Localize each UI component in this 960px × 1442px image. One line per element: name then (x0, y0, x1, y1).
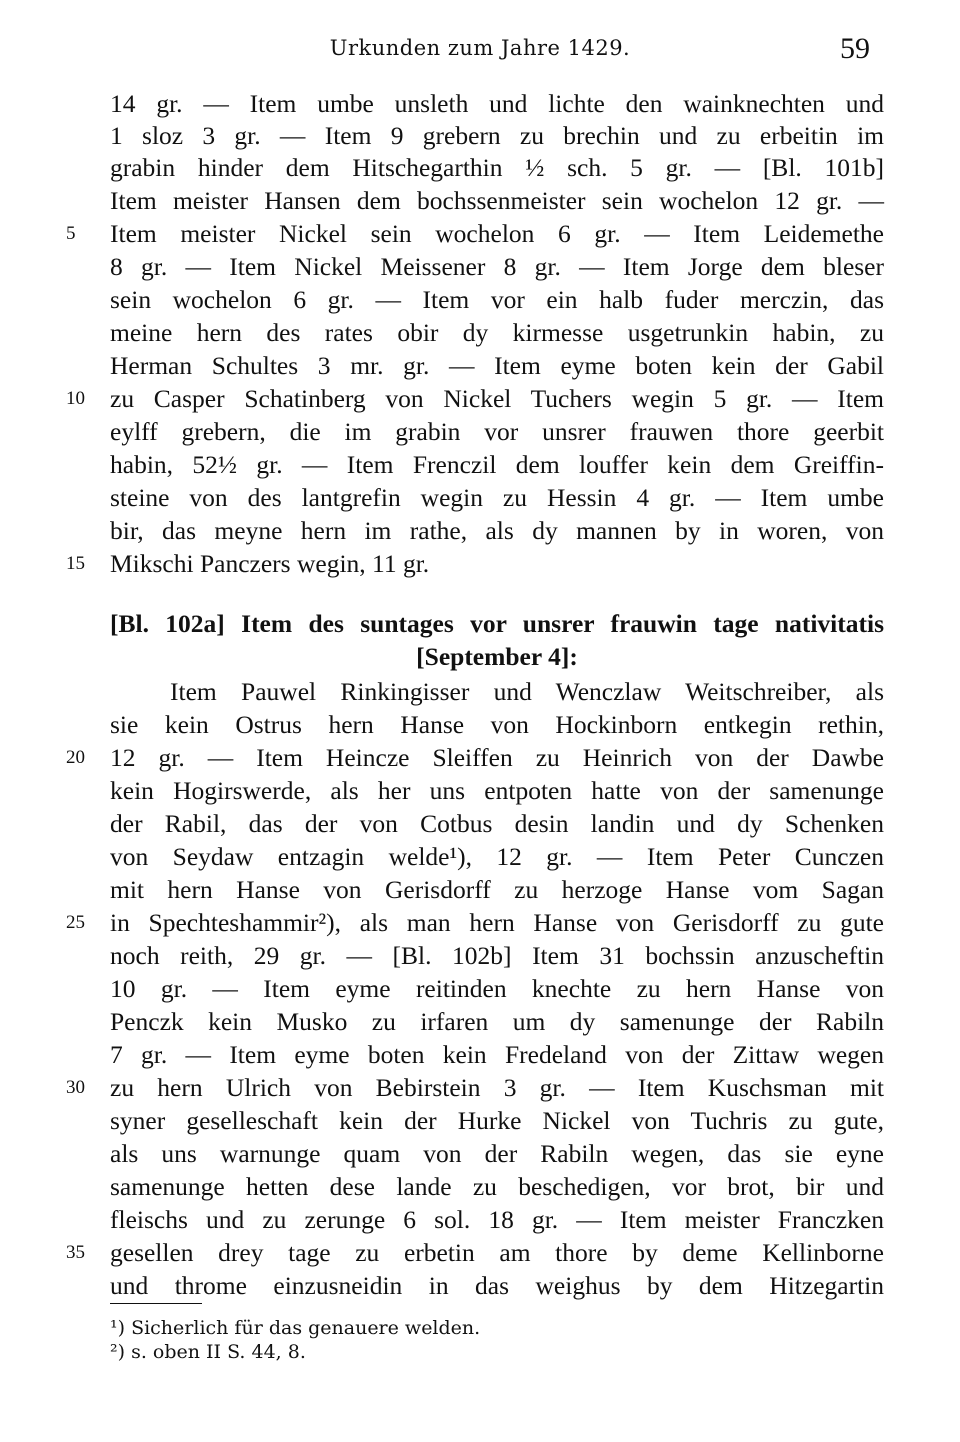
text-line: gesellen drey tage zu erbetin am thore by deme Kellinborne (110, 1238, 884, 1267)
text-line: sein wochelon 6 gr. — Item vor ein halb fuder merczin, das (110, 285, 884, 314)
text-line: 1 sloz 3 gr. — Item 9 grebern zu brechin und zu erbeitin im (110, 121, 884, 150)
line-number: 30 (66, 1077, 85, 1098)
text-line: und throme einzusneidin in das weighus by dem Hitzegartin (110, 1271, 884, 1300)
line-number: 25 (66, 912, 85, 933)
text-line: noch reith, 29 gr. — [Bl. 102b] Item 31 bochssin anzuscheftin (110, 941, 884, 970)
text-line: zu Casper Schatinberg von Nickel Tuchers wegin 5 gr. — Item (110, 384, 884, 413)
text-line: fleischs und zu zerunge 6 sol. 18 gr. — Item meister Franczken (110, 1205, 884, 1234)
text-line: Herman Schultes 3 mr. gr. — Item eyme boten kein der Gabil (110, 351, 884, 380)
text-line: Item Pauwel Rinkingisser und Wenczlaw Weitschreiber, als (170, 677, 884, 706)
line-number: 10 (66, 388, 85, 409)
text-line: in Spechteshammir²), als man hern Hanse von Gerisdorff zu gute (110, 908, 884, 937)
text-line: Mikschi Panczers wegin, 11 gr. (110, 549, 430, 578)
text-line: eylff grebern, die im grabin vor unsrer frauwen thore geerbit (110, 417, 884, 446)
line-number: 20 (66, 747, 85, 768)
text-line: sie kein Ostrus hern Hanse von Hockinborn entkegin rethin, (110, 710, 884, 739)
text-line: Penczk kein Musko zu irfaren um dy samenunge der Rabiln (110, 1007, 884, 1036)
page-number: 59 (840, 32, 870, 65)
footnote: ¹) Sicherlich für das genauere welden. (110, 1317, 481, 1339)
text-line: als uns warnunge quam von der Rabiln wegen, das sie eyne (110, 1139, 884, 1168)
text-line: 7 gr. — Item eyme boten kein Fredeland von der Zittaw wegen (110, 1040, 884, 1069)
text-line: 12 gr. — Item Heincze Sleiffen zu Heinrich von der Dawbe (110, 743, 884, 772)
line-number: 5 (66, 223, 76, 244)
running-header: Urkunden zum Jahre 1429. (329, 36, 631, 60)
text-line: habin, 52½ gr. — Item Frenczil dem louffer kein dem Greiffin- (110, 450, 884, 479)
line-number: 15 (66, 553, 85, 574)
text-line: 10 gr. — Item eyme reitinden knechte zu hern Hanse von (110, 974, 884, 1003)
section-heading: [Bl. 102a] Item des suntages vor unsrer frauwin tage nativitatis (110, 609, 884, 638)
text-line: Item meister Nickel sein wochelon 6 gr. — Item Leidemethe (110, 219, 884, 248)
text-line: Item meister Hansen dem bochssenmeister sein wochelon 12 gr. — (110, 186, 884, 215)
text-line: meine hern des rates obir dy kirmesse usgetrunkin habin, zu (110, 318, 884, 347)
text-line: bir, das meyne hern im rathe, als dy mannen by in woren, von (110, 516, 884, 545)
text-line: von Seydaw entzagin welde¹), 12 gr. — Item Peter Cunczen (110, 842, 884, 871)
text-line: syner geselleschaft kein der Hurke Nickel von Tuchris zu gute, (110, 1106, 884, 1135)
text-line: kein Hogirswerde, als her uns entpoten hatte von der samenunge (110, 776, 884, 805)
text-line: steine von des lantgrefin wegin zu Hessin 4 gr. — Item umbe (110, 483, 884, 512)
section-heading-date: [September 4]: (416, 642, 578, 671)
footnote-divider (110, 1303, 202, 1304)
footnote: ²) s. oben II S. 44, 8. (110, 1341, 306, 1363)
text-line: samenunge hetten dese lande zu beschedigen, vor brot, bir und (110, 1172, 884, 1201)
text-line: grabin hinder dem Hitschegarthin ½ sch. 5 gr. — [Bl. 101b] (110, 153, 884, 182)
line-number: 35 (66, 1242, 85, 1263)
text-line: 14 gr. — Item umbe unsleth und lichte den wainknechten und (110, 89, 884, 118)
text-line: zu hern Ulrich von Bebirstein 3 gr. — Item Kuschsman mit (110, 1073, 884, 1102)
text-line: der Rabil, das der von Cotbus desin landin und dy Schenken (110, 809, 884, 838)
text-line: 8 gr. — Item Nickel Meissener 8 gr. — Item Jorge dem bleser (110, 252, 884, 281)
text-line: mit hern Hanse von Gerisdorff zu herzoge Hanse vom Sagan (110, 875, 884, 904)
